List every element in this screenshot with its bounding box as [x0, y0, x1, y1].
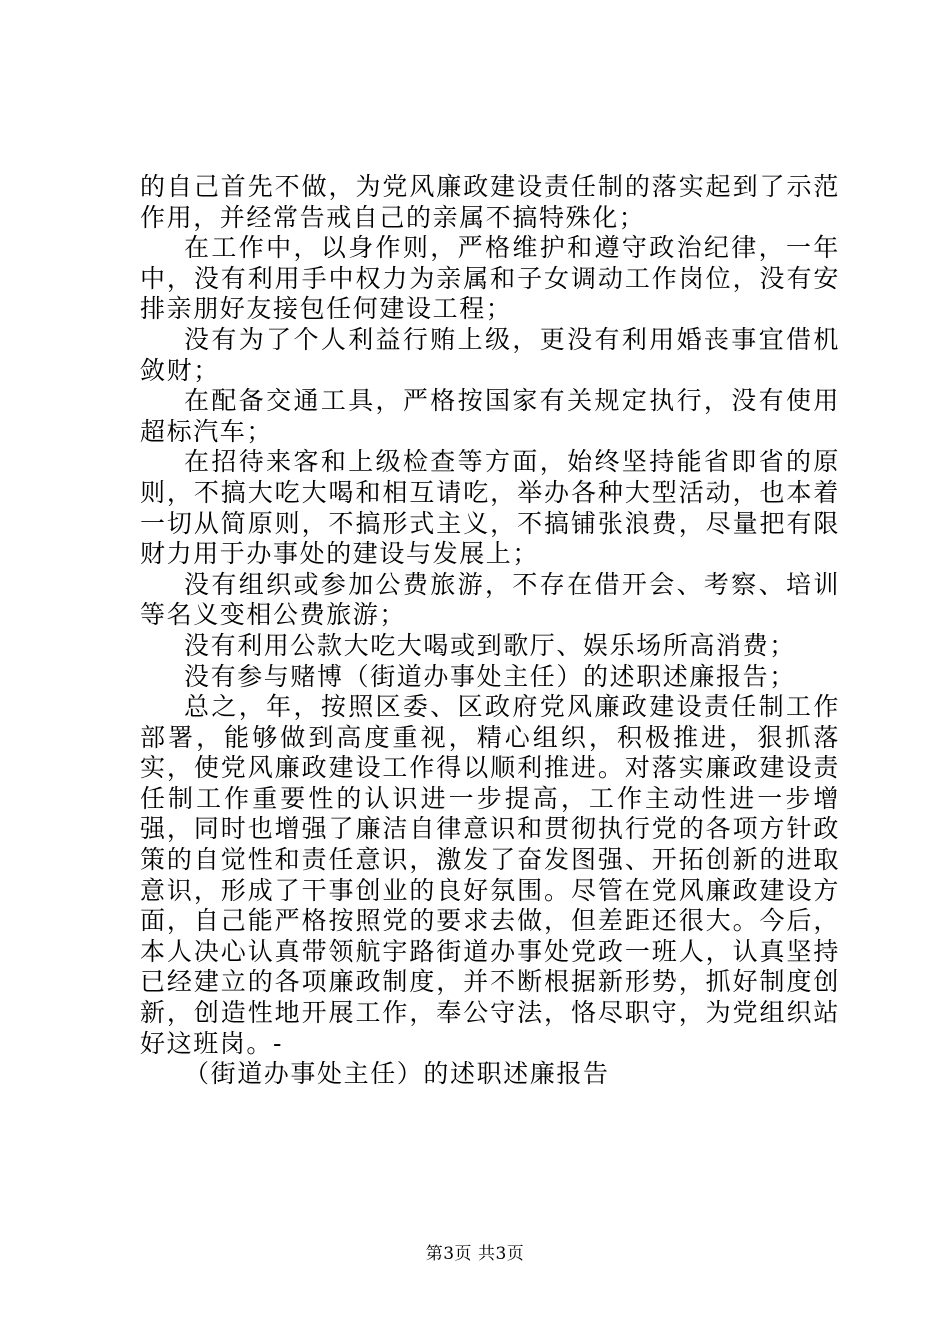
- document-body: [140, 172, 840, 1090]
- paragraph-closing-title: （街道办事处主任）的述职述廉报告: [184, 1059, 610, 1089]
- paragraph-no-gambling: 没有参与赌博（街道办事处主任）的述职述廉报告；: [184, 661, 796, 691]
- paragraph-work-discipline: 在工作中，以身作则，严格维护和遵守政治纪律，一年中，没有利用手中权力为亲属和子女调动工作岗位，没有安排亲朋好友接包任何建设工程；: [140, 233, 840, 324]
- paragraph-no-public-funds: 没有利用公款大吃大喝或到歌厅、娱乐场所高消费；: [184, 630, 796, 660]
- paragraph-no-bribery: 没有为了个人利益行贿上级，更没有利用婚丧事宜借机敛财；: [140, 324, 840, 385]
- paragraph-hospitality: 在招待来客和上级检查等方面，始终坚持能省即省的原则，不搞大吃大喝和相互请吃，举办各种大型活动，也本着一切从简原则，不搞形式主义，不搞铺张浪费，尽量把有限财力用于办事处的建设与发展上；: [140, 447, 840, 569]
- paragraph-vehicles: 在配备交通工具，严格按国家有关规定执行，没有使用超标汽车；: [140, 386, 840, 446]
- paragraph-continuation: 的自己首先不做，为党风廉政建设责任制的落实起到了示范作用，并经常告戒自己的亲属不搞特殊化；: [140, 172, 840, 232]
- paragraph-no-travel: 没有组织或参加公费旅游，不存在借开会、考察、培训等名义变相公费旅游；: [140, 569, 840, 630]
- paragraph-summary: 总之，年，按照区委、区政府党风廉政建设责任制工作部署，能够做到高度重视，精心组织，积极推进，狠抓落实，使党风廉政建设工作得以顺利推进。对落实廉政建设责任制工作重要性的认识进一步提高，工作主动性进一步增强，同时也增强了廉洁自律意识和贯彻执行党的各项方针政策的自觉性和责任意识，激发了奋发图强、开拓创新的进取意识，形成了干事创业的良好氛围。尽管在党风廉政建设方面，自己能严格按照党的要求去做，但差距还很大。今后，本人决心认真带领航宇路街道办事处党政一班人，认真坚持已经建立的各项廉政制度，并不断根据新形势，抓好制度创新，创造性地开展工作，奉公守法，恪尽职守，为党组织站好这班岗。-: [140, 692, 840, 1058]
- page-number-footer: 第3页 共3页: [425, 1244, 525, 1264]
